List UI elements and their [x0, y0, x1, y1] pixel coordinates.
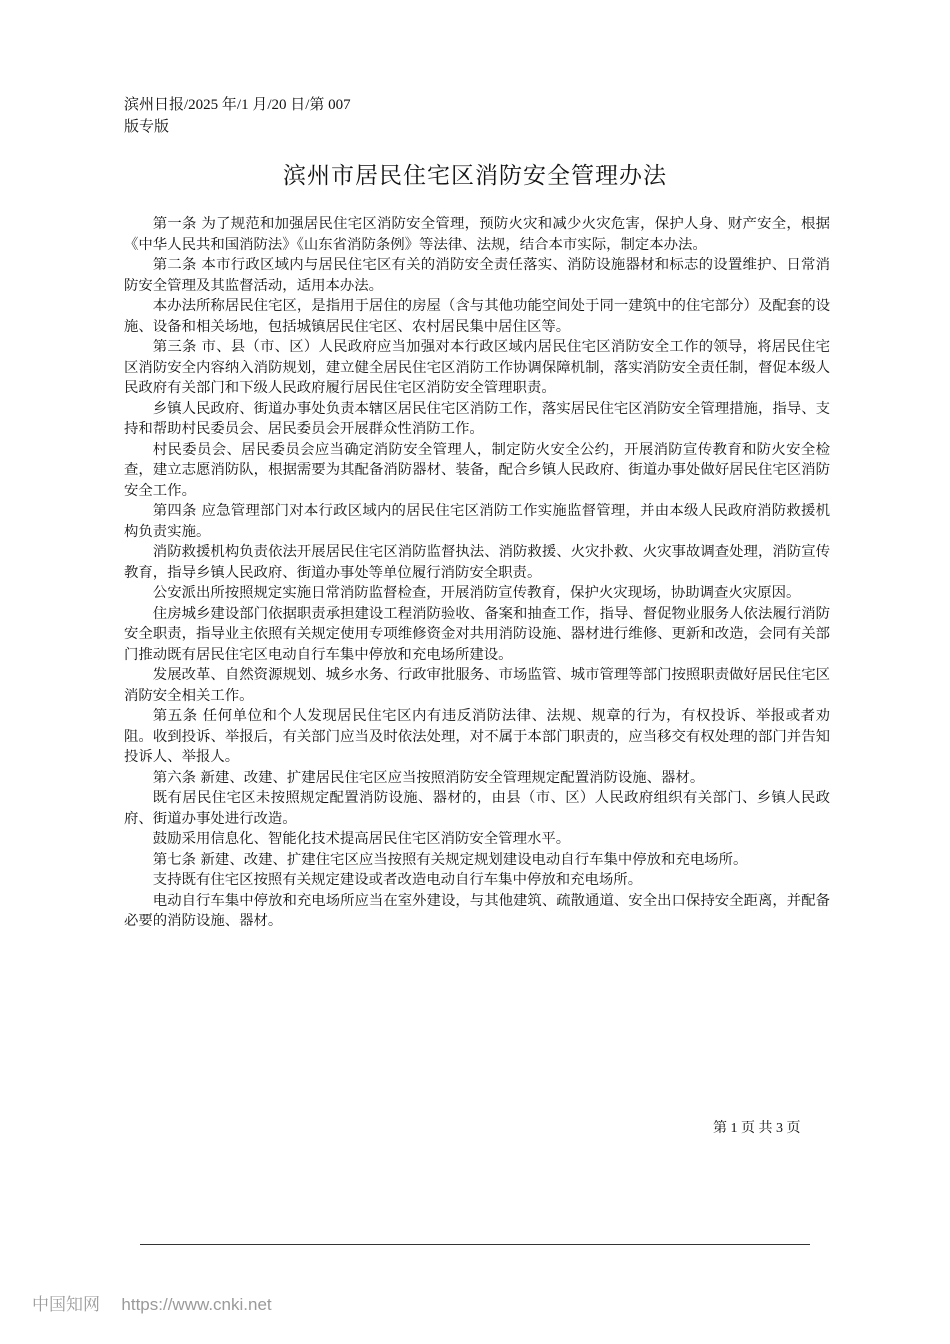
paragraph-article-4-housing: 住房城乡建设部门依据职责承担建设工程消防验收、备案和抽查工作，指导、督促物业服务人依法履行消防安全职责，指导业主依照有关规定使用专项维修资金对共用消防设施、器材进行维修、更新和改造，会同有关部门推动既有居民住宅区电动自行车集中停放和充电场所建设。 — [124, 605, 830, 663]
publication-source-line: 滨州日报/2025 年/1 月/20 日/第 007 — [124, 97, 351, 113]
document-title: 滨州市居民住宅区消防安全管理办法 — [283, 163, 667, 189]
paragraph-article-5: 第五条 任何单位和个人发现居民住宅区内有违反消防法律、法规、规章的行为，有权投诉、举报或者劝阻。收到投诉、举报后，有关部门应当及时依法处理，对不属于本部门职责的，应当移交有权处理的部门并告知投诉人、举报人。 — [124, 708, 830, 765]
paragraph-article-6-existing: 既有居民住宅区未按照规定配置消防设施、器材的，由县（市、区）人民政府组织有关部门、乡镇人民政府、街道办事处进行改造。 — [124, 790, 830, 827]
cnki-watermark — [32, 1294, 272, 1316]
paragraph-article-1: 第一条 为了规范和加强居民住宅区消防安全管理，预防火灾和减少火灾危害，保护人身、财产安全，根据《中华人民共和国消防法》《山东省消防条例》等法律、法规，结合本市实际，制定本办法。 — [124, 216, 830, 253]
document-body — [124, 214, 830, 932]
paragraph-article-3-township: 乡镇人民政府、街道办事处负责本辖区居民住宅区消防工作，落实居民住宅区消防安全管理措施，指导、支持和帮助村民委员会、居民委员会开展群众性消防工作。 — [124, 400, 830, 437]
paragraph-article-4-other-departments: 发展改革、自然资源规划、城乡水务、行政审批服务、市场监管、城市管理等部门按照职责做好居民住宅区消防安全相关工作。 — [124, 667, 830, 704]
paragraph-article-4: 第四条 应急管理部门对本行政区域内的居民住宅区消防工作实施监督管理，并由本级人民政府消防救援机构负责实施。 — [124, 503, 830, 540]
paragraph-article-7-safety-distance: 电动自行车集中停放和充电场所应当在室外建设，与其他建筑、疏散通道、安全出口保持安全距离，并配备必要的消防设施、器材。 — [124, 892, 830, 929]
paragraph-article-4-fire-rescue: 消防救援机构负责依法开展居民住宅区消防监督执法、消防救援、火灾扑救、火灾事故调查处理，消防宣传教育，指导乡镇人民政府、街道办事处等单位履行消防安全职责。 — [124, 544, 830, 581]
watermark-brand: 中国知网 — [32, 1295, 100, 1315]
paragraph-article-7: 第七条 新建、改建、扩建住宅区应当按照有关规定规划建设电动自行车集中停放和充电场所。 — [152, 851, 748, 868]
watermark-url: https://www.cnki.net — [121, 1295, 272, 1314]
paragraph-article-2-definition: 本办法所称居民住宅区，是指用于居住的房屋（含与其他功能空间处于同一建筑中的住宅部分）及配套的设施、设备和相关场地，包括城镇居民住宅区、农村居民集中居住区等。 — [124, 298, 830, 335]
paragraph-article-3-committees: 村民委员会、居民委员会应当确定消防安全管理人，制定防火安全公约，开展消防宣传教育和防火安全检查，建立志愿消防队，根据需要为其配备消防器材、装备，配合乡镇人民政府、街道办事处做好居民住宅区消防安全工作。 — [124, 441, 830, 499]
paragraph-article-7-support: 支持既有住宅区按照有关规定建设或者改造电动自行车集中停放和充电场所。 — [152, 872, 643, 888]
paragraph-article-6: 第六条 新建、改建、扩建居民住宅区应当按照消防安全管理规定配置消防设施、器材。 — [152, 769, 705, 786]
paragraph-article-4-police: 公安派出所按照规定实施日常消防监督检查，开展消防宣传教育，保护火灾现场，协助调查火灾原因。 — [152, 585, 801, 601]
footer-divider — [140, 1244, 810, 1245]
publication-source-line-continued: 版专版 — [124, 119, 170, 135]
paragraph-article-6-encourage: 鼓励采用信息化、智能化技术提高居民住宅区消防安全管理水平。 — [152, 831, 571, 847]
page-number: 第 1 页 共 3 页 — [713, 1121, 801, 1136]
paragraph-article-3: 第三条 市、县（市、区）人民政府应当加强对本行政区域内居民住宅区消防安全工作的领导，将居民住宅区消防安全内容纳入消防规划，建立健全居民住宅区消防工作协调保障机制，落实消防安全责任制，督促本级人民政府有关部门和下级人民政府履行居民住宅区消防安全管理职责。 — [124, 339, 830, 396]
paragraph-article-2: 第二条 本市行政区域内与居民住宅区有关的消防安全责任落实、消防设施器材和标志的设置维护、日常消防安全管理及其监督活动，适用本办法。 — [124, 257, 830, 294]
